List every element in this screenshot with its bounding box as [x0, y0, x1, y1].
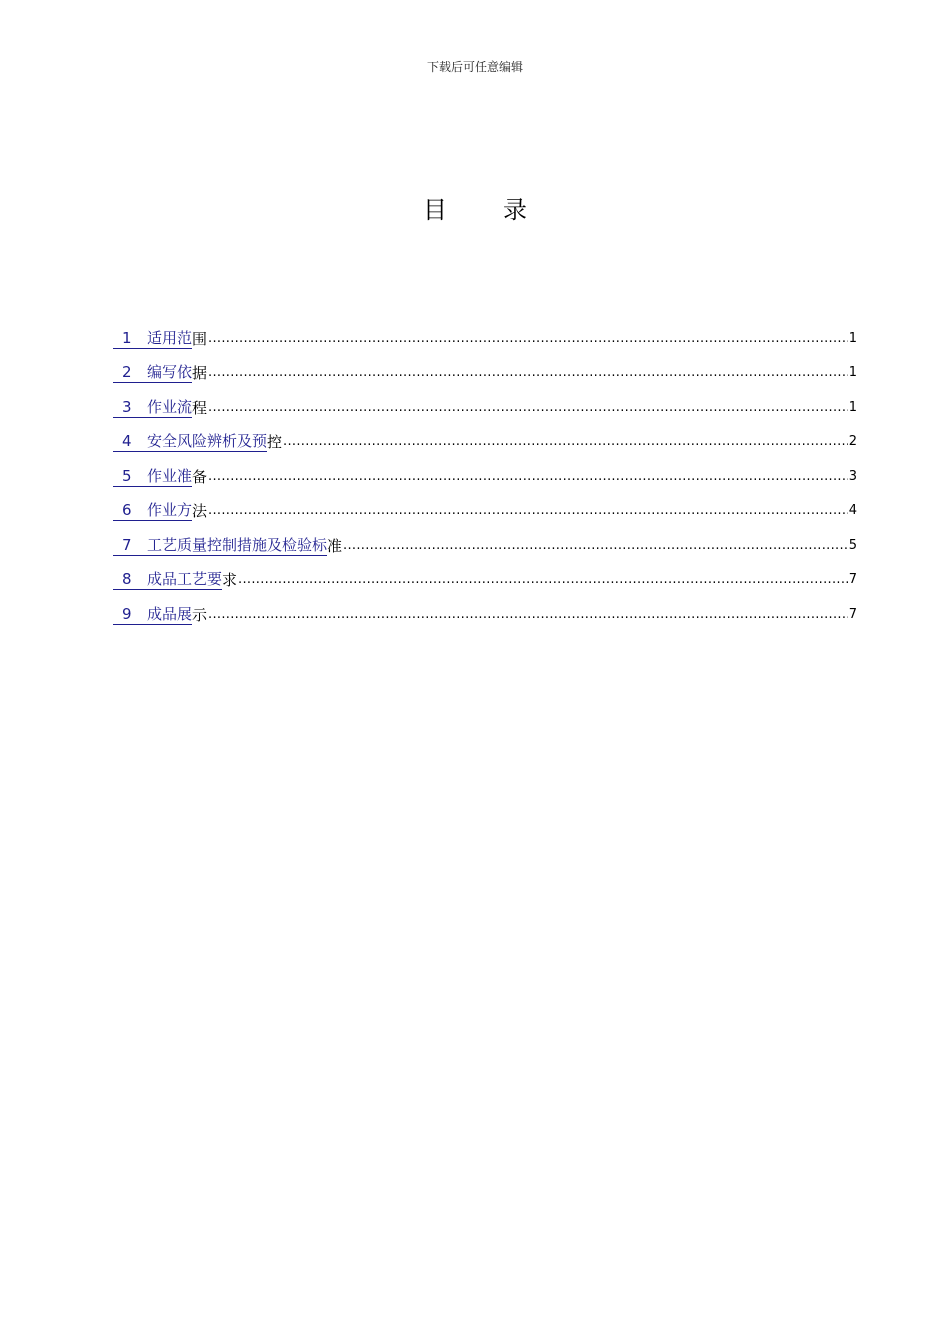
toc-link-3[interactable]: [113, 397, 192, 418]
toc-link-7[interactable]: [113, 535, 327, 556]
toc-dot-leader: [208, 607, 848, 623]
toc-entry-number: 3: [122, 397, 132, 416]
toc-entry-5: [113, 452, 857, 487]
toc-dot-leader: [343, 538, 848, 554]
toc-page-number: 4: [848, 503, 857, 518]
toc-entry-number: 8: [122, 570, 132, 588]
toc-link-1[interactable]: [113, 328, 192, 349]
toc-dot-leader: [208, 469, 848, 485]
toc-dot-leader: [208, 331, 848, 347]
toc-page-number: 1: [848, 365, 857, 380]
toc-list: [113, 314, 857, 625]
toc-entry-title-tail: 准: [327, 536, 343, 555]
toc-page-number: 2: [848, 434, 857, 449]
toc-entry-title: 适用范: [147, 328, 193, 347]
toc-entry-title-tail: 示: [192, 605, 208, 624]
toc-entry-title-tail: 程: [192, 398, 208, 417]
toc-entry-8: [113, 556, 857, 591]
toc-dot-leader: [208, 365, 848, 381]
toc-entry-1: [113, 314, 857, 349]
toc-entry-title: 成品展: [147, 604, 193, 623]
toc-dot-leader: [208, 400, 848, 416]
toc-entry-3: [113, 383, 857, 418]
toc-entry-title-tail: 求: [222, 571, 238, 589]
toc-link-2[interactable]: [113, 362, 192, 383]
toc-entry-title-tail: 围: [192, 329, 208, 348]
toc-entry-title: 作业流: [147, 397, 193, 416]
toc-entry-9: [113, 590, 857, 625]
toc-dot-leader: [208, 503, 848, 519]
toc-entry-6: [113, 487, 857, 522]
toc-entry-title: 成品工艺要: [147, 570, 223, 588]
toc-page-number: 3: [848, 468, 857, 484]
toc-dot-leader: [238, 572, 848, 588]
toc-entry-4: [113, 418, 857, 453]
toc-dot-leader: [283, 434, 848, 450]
toc-link-6[interactable]: [113, 500, 192, 521]
page-header-note: 下载后可任意编辑: [426, 60, 523, 74]
toc-entry-title: 编写依: [147, 363, 193, 381]
toc-page-number: 1: [848, 330, 857, 346]
toc-page-number: 5: [848, 537, 857, 553]
toc-entry-title-tail: 备: [192, 467, 208, 486]
toc-entry-number: 6: [122, 501, 132, 519]
toc-page-number: 7: [848, 606, 857, 622]
toc-entry-title: 工艺质量控制措施及检验标: [147, 535, 328, 554]
toc-entry-number: 2: [122, 363, 132, 381]
toc-link-8[interactable]: [113, 569, 222, 590]
toc-link-5[interactable]: [113, 466, 192, 487]
toc-entry-title-tail: 法: [192, 502, 208, 520]
toc-entry-title: 安全风险辨析及预: [147, 432, 268, 450]
toc-page-number: 7: [848, 572, 857, 587]
toc-title: 目录: [423, 196, 583, 224]
toc-entry-number: 4: [122, 432, 132, 450]
toc-link-4[interactable]: [113, 431, 267, 452]
toc-entry-number: 7: [122, 535, 132, 554]
toc-entry-number: 5: [122, 466, 132, 485]
toc-entry-number: 1: [122, 328, 132, 347]
toc-entry-2: [113, 349, 857, 384]
toc-page-number: 1: [848, 399, 857, 415]
toc-entry-title-tail: 控: [267, 433, 283, 451]
toc-entry-7: [113, 521, 857, 556]
toc-link-9[interactable]: [113, 604, 192, 625]
toc-entry-number: 9: [122, 604, 132, 623]
toc-entry-title-tail: 据: [192, 364, 208, 382]
toc-entry-title: 作业准: [147, 466, 193, 485]
toc-entry-title: 作业方: [147, 501, 193, 519]
